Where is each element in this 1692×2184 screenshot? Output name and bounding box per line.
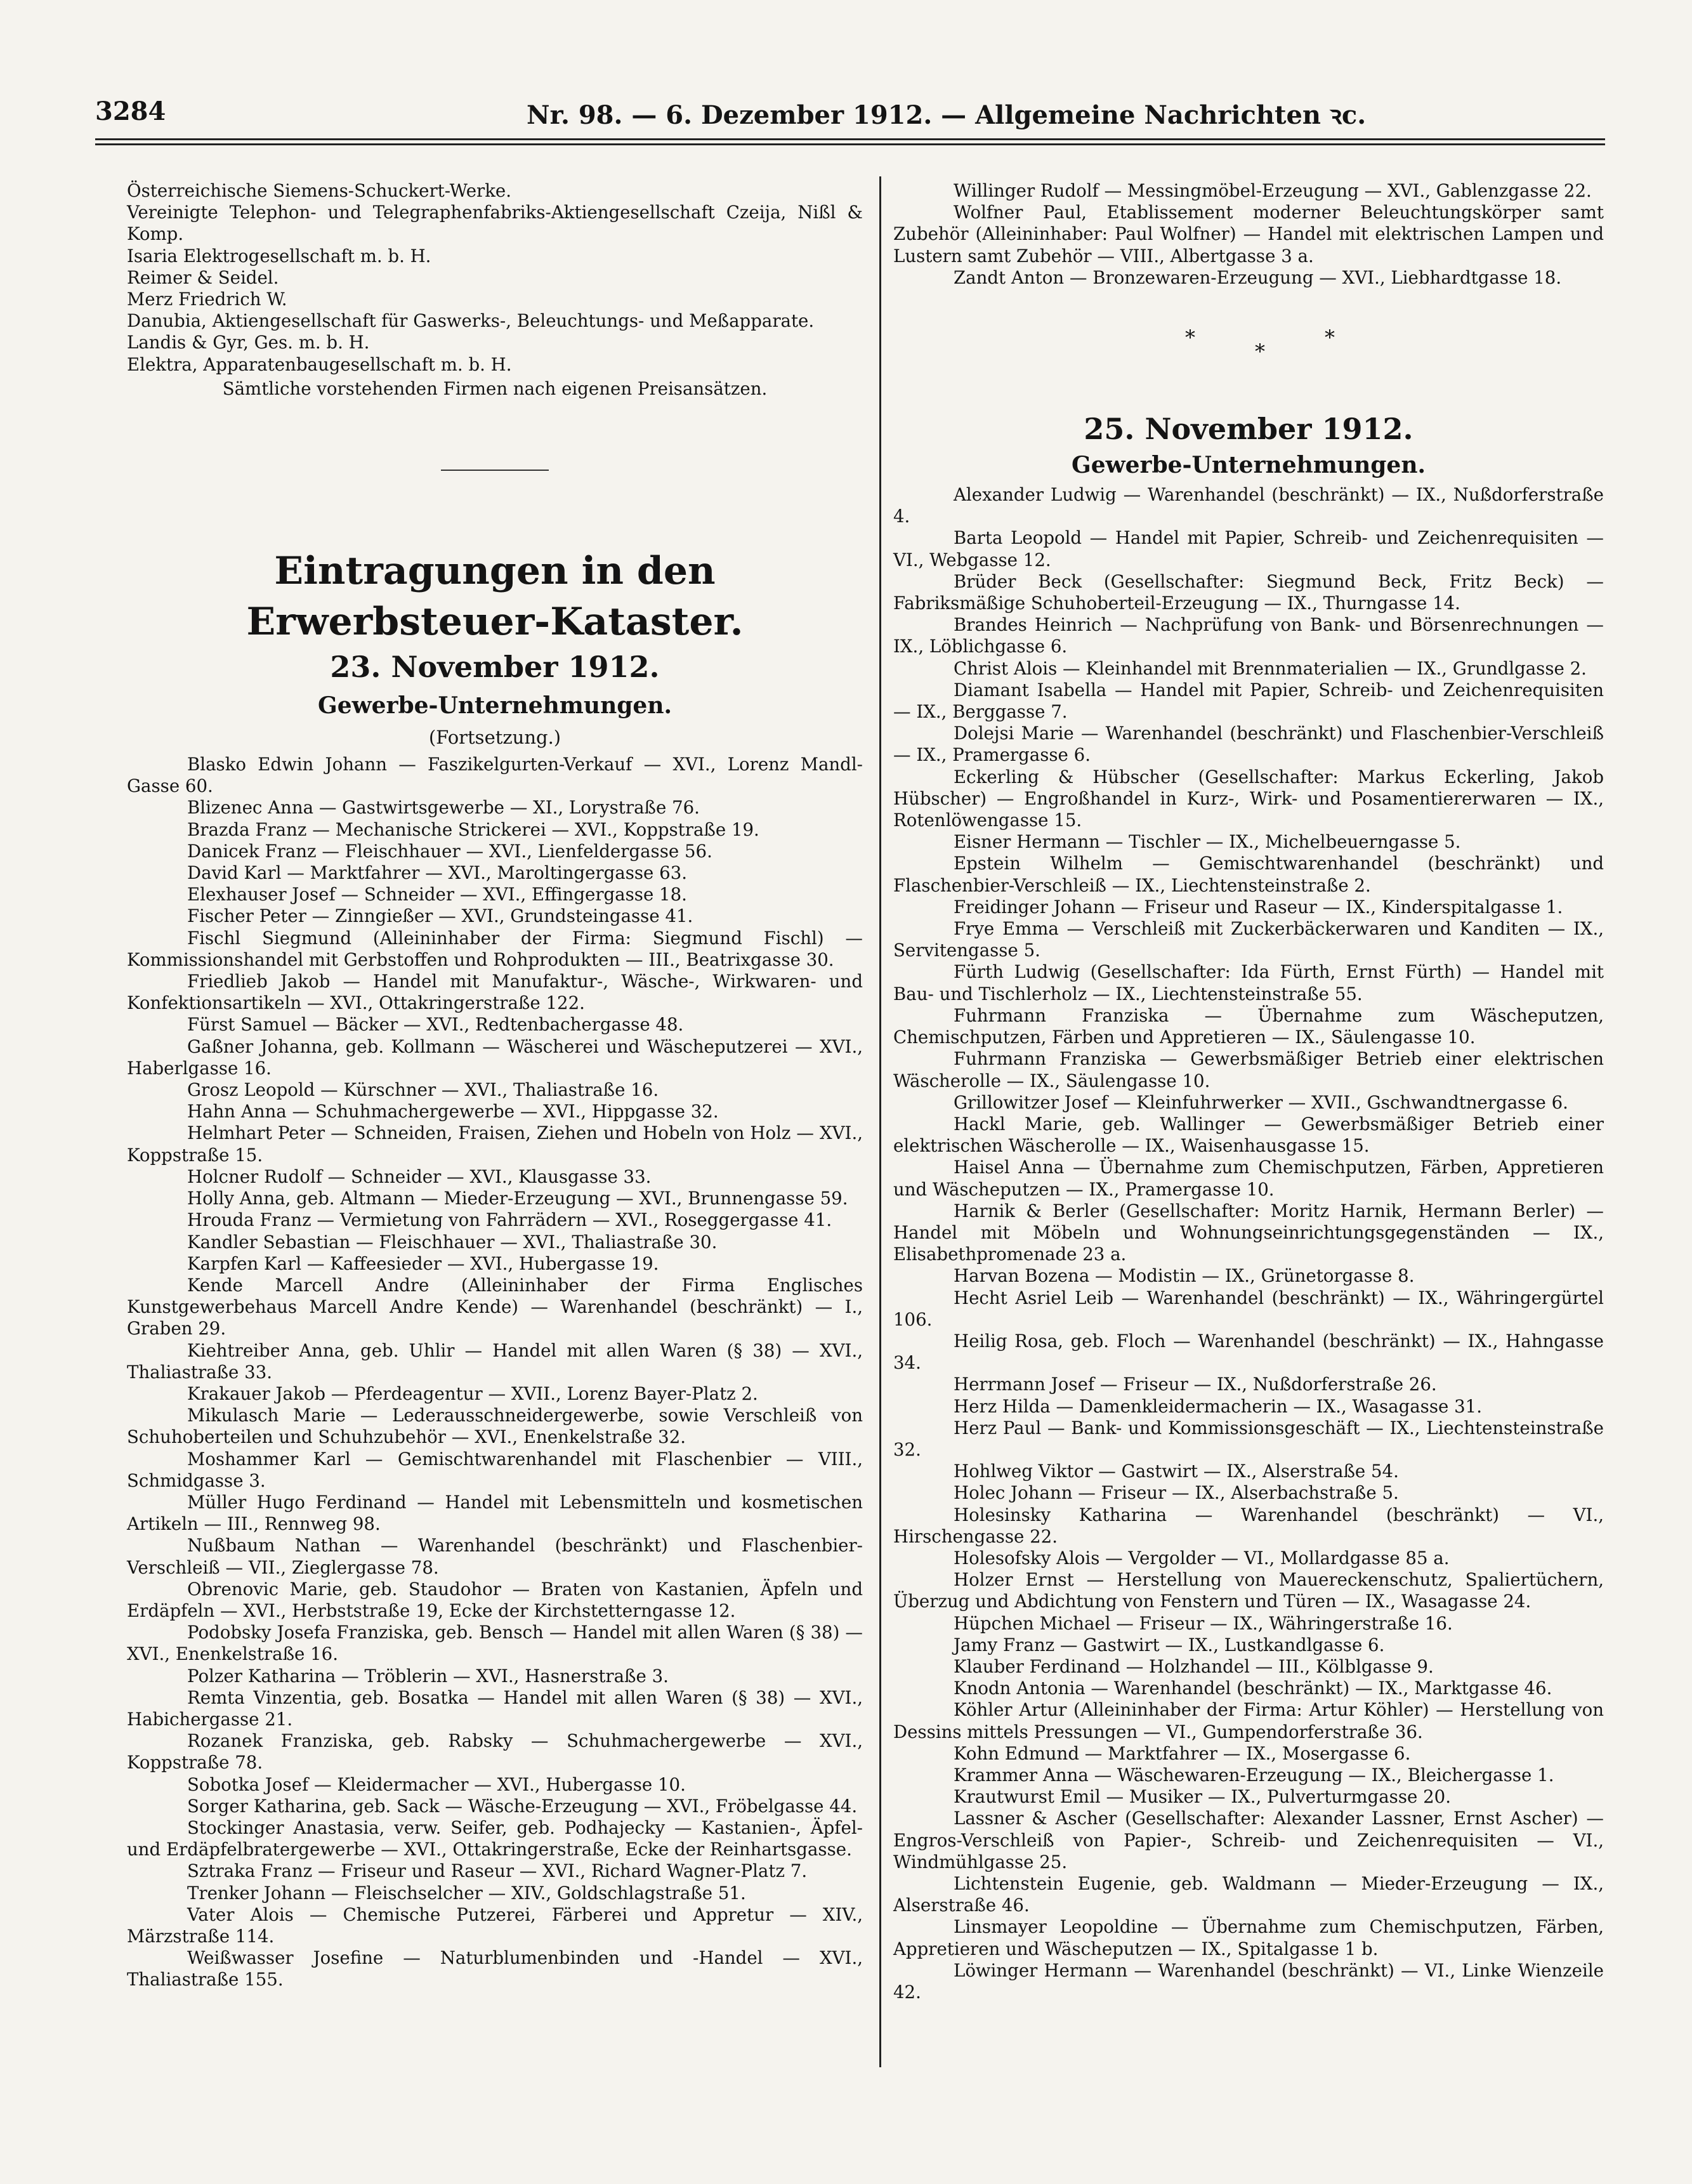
entry: Eisner Hermann — Tischler — IX., Michelbeuerngasse 5.	[954, 831, 1461, 853]
entry: Moshammer Karl — Gemischtwarenhandel mit Flaschenbier — VIII., Schmidgasse 3.	[127, 1448, 863, 1491]
entry: Gaßner Johanna, geb. Kollmann — Wäscherei und Wäscheputzerei — XVI., Haberlgasse 16.	[127, 1036, 863, 1079]
entry: Müller Hugo Ferdinand — Handel mit Lebensmitteln und kosmetischen Artikeln — III., Rennweg 98.	[127, 1491, 863, 1535]
entry: Nußbaum Nathan — Warenhandel (beschränkt) und Flaschenbier-Verschleiß — VII., Zieglergasse 78.	[127, 1535, 863, 1578]
entry: Brazda Franz — Mechanische Strickerei — XVI., Koppstraße 19.	[187, 819, 759, 840]
entry: Elektra, Apparatenbaugesellschaft m. b. H.	[127, 353, 512, 375]
entry: Fischl Siegmund (Alleininhaber der Firma: Siegmund Fischl) — Kommissionshandel mit Gerbstoffen und Rohprodukten — III., Beatrixgasse 30.	[127, 927, 863, 970]
entry: Kiehtreiber Anna, geb. Uhlir — Handel mit allen Waren (§ 38) — XVI., Thaliastraße 33.	[127, 1339, 863, 1383]
entry: Sobotka Josef — Kleidermacher — XVI., Hubergasse 10.	[187, 1773, 686, 1795]
entry: Holly Anna, geb. Altmann — Mieder-Erzeugung — XVI., Brunnengasse 59.	[187, 1188, 848, 1209]
entry: Krammer Anna — Wäschewaren-Erzeugung — IX., Bleichergasse 1.	[954, 1765, 1554, 1786]
entry: Herrmann Josef — Friseur — IX., Nußdorferstraße 26.	[954, 1374, 1437, 1395]
entry: Klauber Ferdinand — Holzhandel — III., Kölblgasse 9.	[954, 1655, 1434, 1677]
entry: Fuhrmann Franziska — Gewerbsmäßiger Betrieb einer elektrischen Wäscherolle — IX., Säulengasse 10.	[893, 1048, 1604, 1091]
entry: Sorger Katharina, geb. Sack — Wäsche-Erzeugung — XVI., Fröbelgasse 44.	[187, 1795, 858, 1817]
entry: Krakauer Jakob — Pferdeagentur — XVII., Lorenz Bayer-Platz 2.	[187, 1383, 758, 1404]
header-rule-bottom	[95, 143, 1605, 145]
entry: Obrenovic Marie, geb. Staudohor — Braten von Kastanien, Äpfeln und Erdäpfeln — XVI., Herbststraße 19, Ecke der Kirchstetterngasse 12.	[127, 1578, 863, 1621]
entry: Grosz Leopold — Kürschner — XVI., Thaliastraße 16.	[187, 1079, 659, 1101]
entry: Barta Leopold — Handel mit Papier, Schreib- und Zeichenrequisiten — VI., Webgasse 12.	[893, 527, 1604, 570]
entry: Wolfner Paul, Etablissement moderner Beleuchtungskörper samt Zubehör (Alleininhaber: Paul Wolfner) — Handel mit elektrischen Lampen und Lustern samt Zubehör — VIII., Albertgasse 3 a.	[893, 202, 1604, 266]
entry: Vereinigte Telephon- und Telegraphenfabriks-Aktiengesellschaft Czeija, Nißl & Komp.	[127, 202, 863, 245]
entry: Fuhrmann Franziska — Übernahme zum Wäscheputzen, Chemischputzen, Färben und Appretieren — IX., Säulengasse 10.	[893, 1004, 1604, 1048]
entry: Freidinger Johann — Friseur und Raseur — IX., Kinderspitalgasse 1.	[954, 896, 1563, 918]
page-number: 3284	[95, 96, 166, 126]
entry: Hecht Asriel Leib — Warenhandel (beschränkt) — IX., Währingergürtel 106.	[893, 1287, 1604, 1330]
entry: Lichtenstein Eugenie, geb. Waldmann — Mieder-Erzeugung — IX., Alserstraße 46.	[893, 1873, 1604, 1916]
star-ornament: *	[1255, 339, 1265, 364]
entry: Harnik & Berler (Gesellschafter: Moritz Harnik, Hermann Berler) — Handel mit Möbeln und Wohnungseinrichtungsgegenständen — IX., Elisabethpromenade 23 a.	[893, 1200, 1604, 1265]
entry: Köhler Artur (Alleininhaber der Firma: Artur Köhler) — Herstellung von Dessins mittels Pressungen — VI., Gumpendorferstraße 36.	[893, 1699, 1604, 1742]
entry: Fürth Ludwig (Gesellschafter: Ida Fürth, Ernst Fürth) — Handel mit Bau- und Tischlerholz — IX., Liechtensteinstraße 55.	[893, 961, 1604, 1004]
entry: Jamy Franz — Gastwirt — IX., Lustkandlgasse 6.	[954, 1634, 1385, 1655]
right-date-heading: 25. November 1912.	[1084, 412, 1413, 447]
entry: Österreichische Siemens-Schuckert-Werke.	[127, 180, 512, 201]
entry: Blizenec Anna — Gastwirtsgewerbe — XI., Lorystraße 76.	[187, 797, 700, 819]
entry: Lassner & Ascher (Gesellschafter: Alexander Lassner, Ernst Ascher) — Engros-Verschleiß von Papier-, Schreib- und Zeichenrequisiten — VI., Windmühlgasse 25.	[893, 1808, 1604, 1872]
entry: Krautwurst Emil — Musiker — IX., Pulverturmgasse 20.	[954, 1786, 1451, 1808]
entry: David Karl — Marktfahrer — XVI., Maroltingergasse 63.	[187, 862, 688, 884]
section-stars	[893, 327, 1604, 365]
entry: Helmhart Peter — Schneiden, Fraisen, Ziehen und Hobeln von Holz — XVI., Koppstraße 15.	[127, 1122, 863, 1166]
entry: Dolejsi Marie — Warenhandel (beschränkt) und Flaschenbier-Verschleiß — IX., Pramergasse 6.	[893, 723, 1604, 766]
left-date-heading: 23. November 1912.	[330, 650, 660, 685]
star-ornament: *	[1185, 326, 1195, 350]
entry: Trenker Johann — Fleischselcher — XIV., Goldschlagstraße 51.	[187, 1882, 746, 1904]
entry: Herz Hilda — Damenkleidermacherin — IX., Wasagasse 31.	[954, 1395, 1482, 1417]
entry: Hackl Marie, geb. Wallinger — Gewerbsmäßiger Betrieb einer elektrischen Wäscherolle — IX., Waisenhausgasse 15.	[893, 1113, 1604, 1157]
entry: Epstein Wilhelm — Gemischtwarenhandel (beschränkt) und Flaschenbier-Verschleiß — IX., Liechtensteinstraße 2.	[893, 853, 1604, 896]
entry: Danicek Franz — Fleischhauer — XVI., Lienfeldergasse 56.	[187, 840, 712, 862]
entry: Haisel Anna — Übernahme zum Chemischputzen, Färben, Appretieren und Wäscheputzen — IX., Pramergasse 10.	[893, 1157, 1604, 1200]
entry: Holcner Rudolf — Schneider — XVI., Klausgasse 33.	[187, 1166, 652, 1187]
entry: Diamant Isabella — Handel mit Papier, Schreib- und Zeichenrequisiten — IX., Berggasse 7.	[893, 679, 1604, 723]
entry: Sztraka Franz — Friseur und Raseur — XVI., Richard Wagner-Platz 7.	[187, 1860, 808, 1882]
right-subheading: Gewerbe-Unternehmungen.	[1071, 452, 1426, 479]
left-column	[127, 180, 863, 1991]
entry: Karpfen Karl — Kaffeesieder — XVI., Hubergasse 19.	[187, 1253, 659, 1274]
column-divider	[879, 176, 881, 2067]
entry: Merz Friedrich W.	[127, 289, 287, 310]
entry: Reimer & Seidel.	[127, 266, 279, 288]
entry: Elexhauser Josef — Schneider — XVI., Effingergasse 18.	[187, 884, 687, 905]
entry: Kandler Sebastian — Fleischhauer — XVI., Thaliastraße 30.	[187, 1231, 718, 1253]
header-title: Nr. 98. — 6. Dezember 1912. — Allgemeine Nachrichten ꝛc.	[527, 100, 1367, 130]
continuation-note: (Fortsetzung.)	[428, 727, 561, 749]
entry: Isaria Elektrogesellschaft m. b. H.	[127, 245, 431, 266]
left-entry-list	[127, 754, 863, 1991]
entry: Weißwasser Josefine — Naturblumenbinden und -Handel — XVI., Thaliastraße 155.	[127, 1947, 863, 1990]
entry: Vater Alois — Chemische Putzerei, Färberei und Appretur — XIV., Märzstraße 114.	[127, 1904, 863, 1947]
entry: Grillowitzer Josef — Kleinfuhrwerker — XVII., Gschwandtnergasse 6.	[954, 1091, 1568, 1113]
entry: Kende Marcell Andre (Alleininhaber der Firma Englisches Kunstgewerbehaus Marcell Andre Kende) — Warenhandel (beschränkt) — I., Graben 29.	[127, 1274, 863, 1339]
entry: Fürst Samuel — Bäcker — XVI., Redtenbachergasse 48.	[187, 1014, 684, 1036]
entry: Hrouda Franz — Vermietung von Fahrrädern — XVI., Roseggergasse 41.	[187, 1209, 832, 1231]
entry: Danubia, Aktiengesellschaft für Gaswerks-, Beleuchtungs- und Meßapparate.	[127, 310, 815, 332]
entry: Eckerling & Hübscher (Gesellschafter: Markus Eckerling, Jakob Hübscher) — Engroßhandel in Kurz-, Wirk- und Posamentiererwaren — IX., Rotenlöwengasse 15.	[893, 766, 1604, 831]
entry: Alexander Ludwig — Warenhandel (beschränkt) — IX., Nußdorferstraße 4.	[893, 484, 1604, 527]
entry: Polzer Katharina — Tröblerin — XVI., Hasnerstraße 3.	[187, 1665, 669, 1687]
entry: Hahn Anna — Schuhmachergewerbe — XVI., Hippgasse 32.	[187, 1101, 719, 1122]
left-subheading: Gewerbe-Unternehmungen.	[317, 692, 672, 720]
entry: Herz Paul — Bank- und Kommissionsgeschäft — IX., Liechtensteinstraße 32.	[893, 1417, 1604, 1460]
firm-list-note: Sämtliche vorstehenden Firmen nach eigenen Preisansätzen.	[222, 378, 768, 399]
entry: Remta Vinzentia, geb. Bosatka — Handel mit allen Waren (§ 38) — XVI., Habichergasse 21.	[127, 1687, 863, 1730]
entry: Heilig Rosa, geb. Floch — Warenhandel (beschränkt) — IX., Hahngasse 34.	[893, 1330, 1604, 1374]
entry: Brandes Heinrich — Nachprüfung von Bank- und Börsenrechnungen — IX., Löblichgasse 6.	[893, 614, 1604, 657]
header-rule-top	[95, 138, 1605, 140]
entry: Linsmayer Leopoldine — Übernahme zum Chemischputzen, Färben, Appretieren und Wäscheputzen — IX., Spitalgasse 1 b.	[893, 1916, 1604, 1959]
entry: Brüder Beck (Gesellschafter: Siegmund Beck, Fritz Beck) — Fabriksmäßige Schuhoberteil-Erzeugung — IX., Thurngasse 14.	[893, 570, 1604, 614]
right-column	[893, 180, 1604, 2003]
entry: Fischer Peter — Zinngießer — XVI., Grundsteingasse 41.	[187, 905, 693, 927]
entry: Landis & Gyr, Ges. m. b. H.	[127, 332, 370, 353]
entry: Christ Alois — Kleinhandel mit Brennmaterialien — IX., Grundlgasse 2.	[954, 657, 1587, 679]
entry: Mikulasch Marie — Lederausschneidergewerbe, sowie Verschleiß von Schuhoberteilen und Schuhzubehör — XVI., Enenkelstraße 32.	[127, 1405, 863, 1448]
entry: Podobsky Josefa Franziska, geb. Bensch — Handel mit allen Waren (§ 38) — XVI., Enenkelstraße 16.	[127, 1622, 863, 1665]
entry: Willinger Rudolf — Messingmöbel-Erzeugung — XVI., Gablenzgasse 22.	[954, 180, 1592, 201]
section-title: Eintragungen in den Erwerbsteuer-Kataster.	[246, 549, 744, 645]
entry: Kohn Edmund — Marktfahrer — IX., Mosergasse 6.	[954, 1742, 1411, 1764]
right-entry-list	[893, 484, 1604, 2003]
entry: Friedlieb Jakob — Handel mit Manufaktur-, Wäsche-, Wirkwaren- und Konfektionsartikeln — XVI., Ottakringerstraße 122.	[127, 971, 863, 1014]
entry: Hohlweg Viktor — Gastwirt — IX., Alserstraße 54.	[954, 1461, 1399, 1482]
star-ornament: *	[1325, 326, 1335, 350]
entry: Zandt Anton — Bronzewaren-Erzeugung — XVI., Liebhardtgasse 18.	[954, 266, 1562, 288]
entry: Holzer Ernst — Herstellung von Mauereckenschutz, Spaliertüchern, Überzug und Abdichtung von Fenstern und Türen — IX., Wasagasse 24.	[893, 1569, 1604, 1612]
entry: Frye Emma — Verschleiß mit Zuckerbäckerwaren und Kanditen — IX., Servitengasse 5.	[893, 918, 1604, 961]
entry: Rozanek Franziska, geb. Rabsky — Schuhmachergewerbe — XVI., Koppstraße 78.	[127, 1730, 863, 1773]
entry: Blasko Edwin Johann — Faszikelgurten-Verkauf — XVI., Lorenz Mandl-Gasse 60.	[127, 754, 863, 797]
entry: Hüpchen Michael — Friseur — IX., Währingerstraße 16.	[954, 1612, 1453, 1634]
entry: Holesofsky Alois — Vergolder — VI., Mollardgasse 85 a.	[954, 1547, 1450, 1569]
entry: Harvan Bozena — Modistin — IX., Grünetorgasse 8.	[954, 1265, 1415, 1287]
entry: Holesinsky Katharina — Warenhandel (beschränkt) — VI., Hirschengasse 22.	[893, 1504, 1604, 1547]
right-top-entry-list	[893, 180, 1604, 289]
entry: Knodn Antonia — Warenhandel (beschränkt) — IX., Marktgasse 46.	[954, 1678, 1552, 1699]
running-header	[95, 96, 1367, 135]
firm-list	[127, 180, 863, 376]
entry: Stockinger Anastasia, verw. Seifer, geb. Podhajecky — Kastanien-, Äpfel- und Erdäpfelbratergewerbe — XVI., Ottakringerstraße, Ecke der Reinhartsgasse.	[127, 1817, 863, 1860]
entry: Holec Johann — Friseur — IX., Alserbachstraße 5.	[954, 1482, 1399, 1504]
entry: Löwinger Hermann — Warenhandel (beschränkt) — VI., Linke Wienzeile 42.	[893, 1959, 1604, 2003]
